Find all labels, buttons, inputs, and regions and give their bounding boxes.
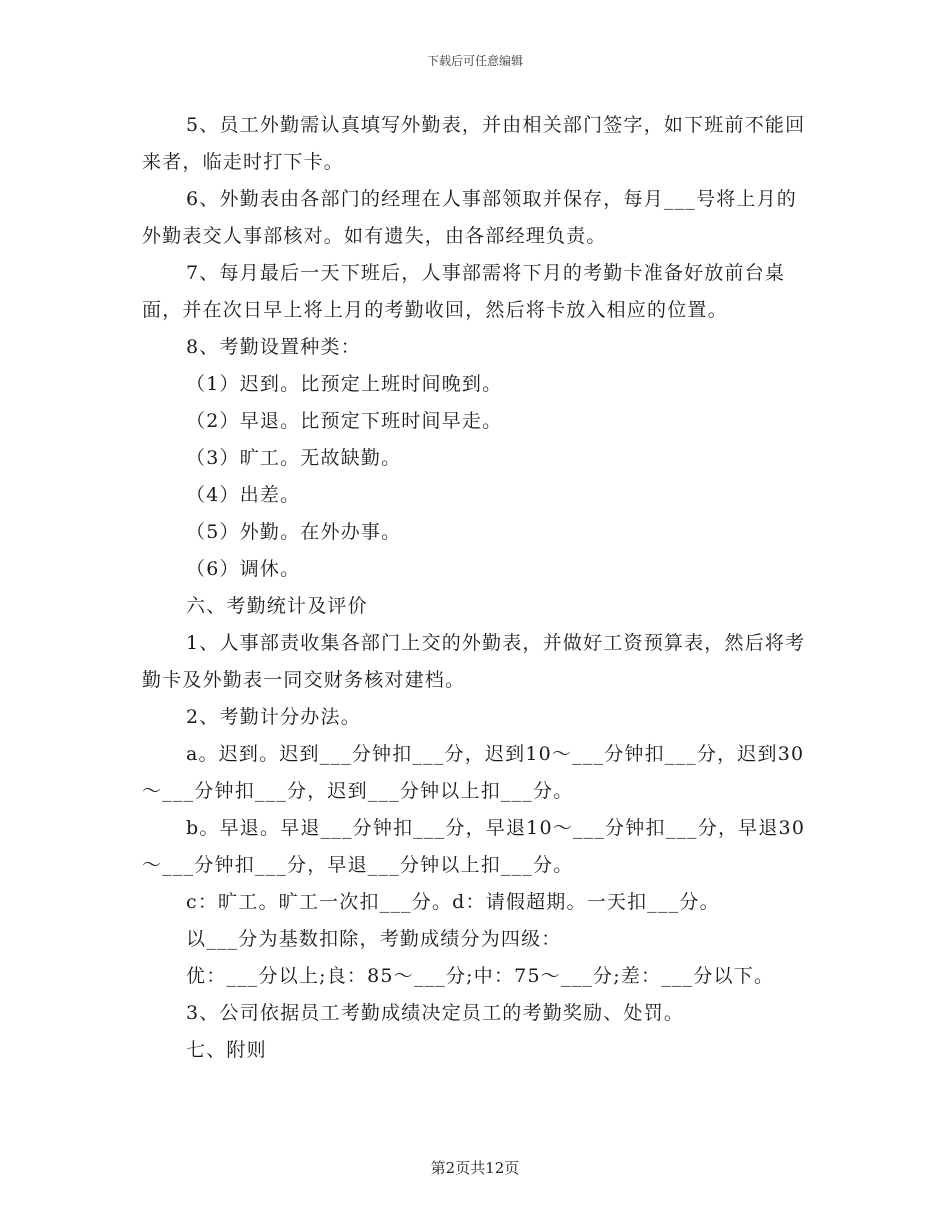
- list-item-field-work: （5）外勤。在外办事。: [186, 521, 402, 543]
- paragraph-rewards-penalties: 3、公司依据员工考勤成绩决定员工的考勤奖励、处罚。: [186, 1002, 685, 1024]
- paragraph-collect-forms: 1、人事部责收集各部门上交的外勤表，并做好工资预算表，然后将考勤卡及外勤表一同交财务核对建档。: [142, 632, 806, 691]
- section-heading-statistics: 六、考勤统计及评价: [186, 595, 368, 617]
- document-body: [142, 107, 812, 1069]
- paragraph-item-6: 6、外勤表由各部门的经理在人事部领取并保存，每月___号将上月的外勤表交人事部核对。如有遗失，由各部经理负责。: [142, 188, 797, 247]
- section-heading-appendix: 七、附则: [186, 1039, 267, 1061]
- paragraph-early-leave-scoring: b。早退。早退___分钟扣___分，早退10～___分钟扣___分，早退30～___分钟扣___分，早退___分钟以上扣___分。: [142, 817, 806, 876]
- paragraph-grade-levels: 优：___分以上;良：85～___分;中：75～___分;差：___分以下。: [186, 965, 775, 987]
- paragraph-item-7: 7、每月最后一天下班后，人事部需将下月的考勤卡准备好放前台桌面，并在次日早上将上月的考勤收回，然后将卡放入相应的位置。: [142, 262, 786, 321]
- list-item-early-leave: （2）早退。比预定下班时间早走。: [186, 410, 503, 432]
- paragraph-absent-scoring: c：旷工。旷工一次扣___分。d：请假超期。一天扣___分。: [186, 891, 720, 913]
- list-item-compensatory-leave: （6）调休。: [186, 558, 301, 580]
- page-footer: 第2页共12页: [430, 1159, 520, 1177]
- paragraph-scoring-method: 2、考勤计分办法。: [186, 706, 361, 728]
- list-item-late: （1）迟到。比预定上班时间晚到。: [186, 373, 503, 395]
- paragraph-base-score: 以___分为基数扣除，考勤成绩分为四级：: [186, 928, 562, 950]
- list-item-business-trip: （4）出差。: [186, 484, 301, 506]
- paragraph-item-8: 8、考勤设置种类：: [186, 336, 361, 358]
- page-header: 下载后可任意编辑: [426, 54, 523, 68]
- paragraph-item-5: 5、员工外勤需认真填写外勤表，并由相关部门签字，如下班前不能回来者，临走时打下卡。: [142, 114, 806, 173]
- paragraph-late-scoring: a。迟到。迟到___分钟扣___分，迟到10～___分钟扣___分，迟到30～___分钟扣___分，迟到___分钟以上扣___分。: [142, 743, 805, 802]
- list-item-absent: （3）旷工。无故缺勤。: [186, 447, 402, 469]
